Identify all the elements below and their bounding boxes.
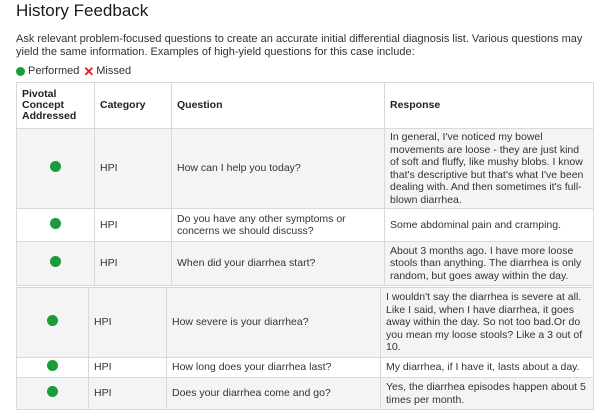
row-question: How can I help you today? <box>172 129 385 209</box>
row-response: Some abdominal pain and cramping. <box>385 209 594 242</box>
legend-missed: Missed <box>96 65 132 77</box>
row-response: About 3 months ago. I have more loose stools than anything. The diarrhea is only random, but goes away within the day. <box>385 242 594 286</box>
page-title: History Feedback <box>16 1 149 20</box>
row-response: I wouldn't say the diarrhea is severe at all. Like I said, when I have diarrhea, it goes away within the day. So not too bad.Or do you mean my loose stools? Like a 3 out of 10. <box>381 288 594 358</box>
row-category: HPI <box>89 358 167 378</box>
row-category: HPI <box>95 209 172 242</box>
row-question: How long does your diarrhea last? <box>167 358 381 378</box>
row-category: HPI <box>89 288 167 358</box>
performed-dot-icon <box>50 161 61 172</box>
performed-dot-icon <box>50 256 61 267</box>
legend <box>16 65 131 77</box>
intro-text: Ask relevant problem-focused questions to create an accurate initial differential diagnosis list. Various questions may yield the same information. Examples of high-yield questions for this case include: <box>16 33 583 58</box>
performed-dot-icon <box>47 360 58 371</box>
row-response: Yes, the diarrhea episodes happen about 5 times per month. <box>381 378 594 410</box>
row-category: HPI <box>89 378 167 410</box>
feedback-table-top <box>16 82 594 286</box>
row-question: When did your diarrhea start? <box>172 242 385 286</box>
performed-dot-icon <box>47 386 58 397</box>
table-row <box>17 378 594 410</box>
missed-x-icon: ✕ <box>83 63 95 79</box>
table-row <box>17 288 594 358</box>
performed-dot-icon <box>16 67 25 76</box>
row-response: My diarrhea, if I have it, lasts about a day. <box>381 358 594 378</box>
performed-dot-icon <box>47 315 58 326</box>
row-question: Do you have any other symptoms or concerns we should discuss? <box>172 209 385 242</box>
row-response: In general, I've noticed my bowel movements are loose - they are just kind of soft and fluffy, like mushy blobs. I know that's descriptive but that's what I've been dealing with. And then sometimes it's full-blown diarrhea. <box>385 129 594 209</box>
performed-dot-icon <box>50 218 61 229</box>
table-row <box>17 209 594 242</box>
feedback-table-bottom <box>16 287 594 410</box>
row-category: HPI <box>95 242 172 286</box>
header-question: Question <box>172 83 385 129</box>
legend-performed: Performed <box>28 65 80 77</box>
header-pivotal: Pivotal Concept Addressed <box>17 83 95 129</box>
row-category: HPI <box>95 129 172 209</box>
row-question: How severe is your diarrhea? <box>167 288 381 358</box>
table-row <box>17 129 594 209</box>
table-row <box>17 358 594 378</box>
header-category: Category <box>95 83 172 129</box>
table-row <box>17 242 594 286</box>
header-response: Response <box>385 83 594 129</box>
row-question: Does your diarrhea come and go? <box>167 378 381 410</box>
